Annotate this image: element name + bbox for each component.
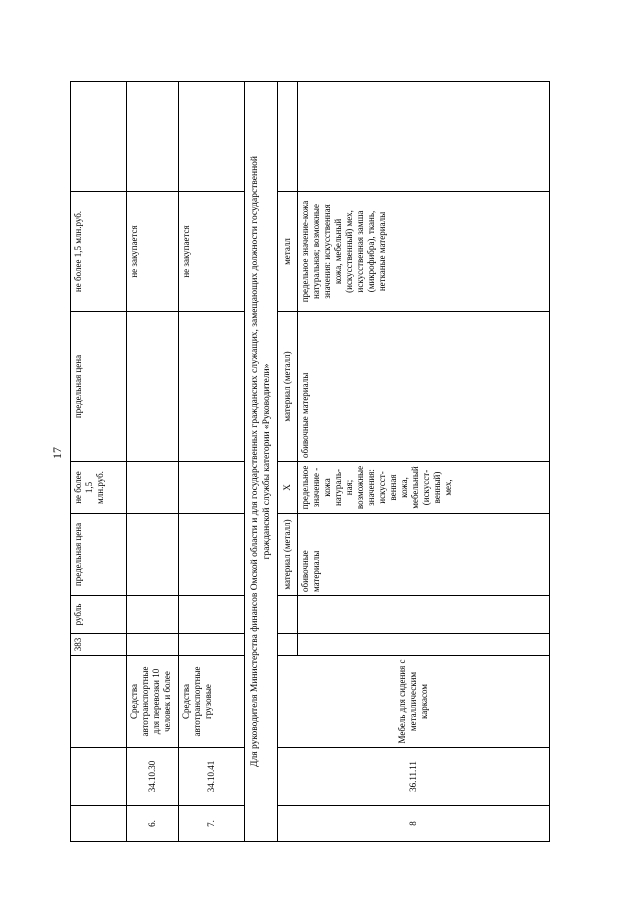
row-name: Мебель для сидения с металлическим каркасом — [278, 655, 550, 747]
table-header-row — [71, 81, 127, 841]
empty-cell — [179, 311, 245, 461]
row-number: 8 — [278, 805, 550, 841]
empty-cell — [127, 461, 179, 513]
empty-cell — [278, 633, 298, 655]
empty-cell — [127, 595, 179, 633]
empty-cell — [179, 81, 245, 191]
upholstery-a: обивочные материалы — [298, 513, 550, 595]
row-number: 6. — [127, 805, 179, 841]
group-header: Для руководителя Министерства финансов Омской области и для государственных гражданских служащих, замещающих должности государственной гражданской службы категории «Руководители» — [245, 81, 278, 841]
page-number: 17 — [50, 446, 64, 459]
row-code: 36.11.11 — [278, 747, 550, 805]
empty-cell — [298, 595, 550, 633]
table-row — [127, 81, 179, 841]
header-cell-unit: рубль — [71, 595, 127, 633]
header-cell-characteristic: предельная цена — [71, 513, 127, 595]
group-header-row — [245, 81, 278, 841]
empty-cell — [127, 81, 179, 191]
row-name: Средства автотранспортные для перевозки 10 человек и более — [127, 655, 179, 747]
header-cell — [71, 747, 127, 805]
empty-cell — [127, 633, 179, 655]
rotated-content — [50, 53, 590, 853]
header-cell — [71, 81, 127, 191]
header-cell — [71, 655, 127, 747]
header-cell-okei: 383 — [71, 633, 127, 655]
limit-b: предельное значение-кожа натуральная; возможные значения: искусственная кожа, мебельный (искусственный) мех, искусственная замша (микрофибра), ткань, нетканые материалы — [298, 191, 550, 311]
limit-a: предельное значение - кожа натураль-ная; возможные значения: искусст-венная кожа, мебельный (искусст-венный) мех, — [298, 461, 550, 513]
row-number: 7. — [179, 805, 245, 841]
sub-material-label-2: материал (металл) — [278, 311, 298, 461]
empty-cell — [179, 513, 245, 595]
empty-cell — [298, 633, 550, 655]
header-cell-characteristic-2: предельная цена — [71, 311, 127, 461]
row-name: Средства автотранспортные грузовые — [179, 655, 245, 747]
empty-cell — [127, 311, 179, 461]
row-code: 34.10.30 — [127, 747, 179, 805]
upholstery-b: обивочные материалы — [298, 311, 550, 461]
procurement-table — [70, 81, 550, 842]
empty-cell — [179, 595, 245, 633]
empty-cell — [278, 81, 298, 191]
sub-material-label: материал (металл) — [278, 513, 298, 595]
sub-x: X — [278, 461, 298, 513]
empty-cell — [298, 81, 550, 191]
empty-cell — [179, 461, 245, 513]
header-cell-value-2: не более 1,5 млн.руб. — [71, 191, 127, 311]
row-status: не закупается — [127, 191, 179, 311]
row-code: 34.10.41 — [179, 747, 245, 805]
header-cell — [71, 805, 127, 841]
sub-metal: металл — [278, 191, 298, 311]
empty-cell — [179, 633, 245, 655]
row8-subheader — [278, 81, 298, 841]
empty-cell — [278, 595, 298, 633]
row-status: не закупается — [179, 191, 245, 311]
empty-cell — [127, 513, 179, 595]
header-cell-value: не более 1,5 млн.руб. — [71, 461, 127, 513]
table-row — [179, 81, 245, 841]
